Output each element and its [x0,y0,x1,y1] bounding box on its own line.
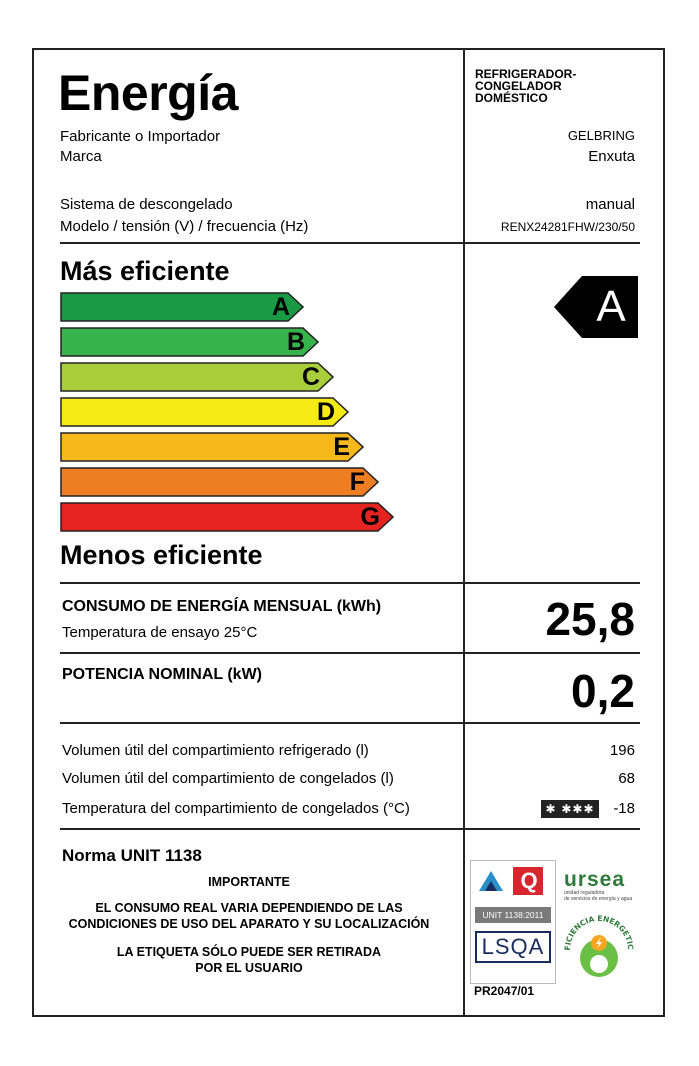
freezer-temperature-value: -18 [613,800,635,817]
column-divider [463,50,465,1017]
freezer-volume-label: Volumen útil del compartimiento de congelados (l) [62,770,394,787]
efficiency-bar-a [60,292,304,322]
manufacturer-value: GELBRING [567,128,635,143]
fridge-volume-label: Volumen útil del compartimiento refrigerado (l) [62,742,369,759]
lsqa-certification-logo [470,860,556,984]
efficiency-class-letter: E [333,433,350,461]
test-temperature-label: Temperatura de ensayo 25°C [62,624,258,641]
rating-indicator [554,276,638,338]
notice-line: POR EL USUARIO [195,961,303,975]
manufacturer-label: Fabricante o Importador [60,128,221,145]
efficiency-bar-d [60,397,349,427]
divider [60,582,640,584]
efficiency-bar-shape [60,467,379,497]
notice-line: LA ETIQUETA SÓLO PUEDE SER RETIRADA [116,945,382,959]
cert-org: LSQA [475,931,551,963]
product-type-line: DOMÉSTICO [475,91,548,105]
q-letter: Q [520,868,538,893]
efficiency-class-letter: D [316,398,335,426]
product-type-line: REFRIGERADOR- [475,67,577,81]
model-value: RENX24281FHW/230/50 [500,220,635,234]
divider [465,242,640,244]
efficiency-bar-shape [60,432,364,462]
notice-line: EL CONSUMO REAL VARIA DEPENDIENDO DE LAS [95,901,403,915]
label-title: Energía [58,65,238,121]
defrost-value: manual [585,196,635,213]
power-value: 0,2 [571,665,635,717]
efficiency-class-letter: G [360,503,380,531]
efficiency-class-letter: A [271,293,290,321]
ursea-subtitle-line: de servicios de energía y agua [564,896,633,902]
divider [60,722,640,724]
efficiency-bar-e [60,432,364,462]
freezer-temperature-label: Temperatura del compartimiento de congelados (°C) [62,800,410,817]
less-efficient-label: Menos eficiente [60,540,263,570]
seal-graphic [558,906,638,986]
efficiency-bar-shape [60,327,319,357]
cert-standard: UNIT 1138:2011 [475,907,551,923]
defrost-label: Sistema de descongelado [60,196,233,213]
efficiency-bar-c [60,362,334,392]
rating-letter: A [596,282,626,331]
consumption-label: CONSUMO DE ENERGÍA MENSUAL (kWh) [62,598,382,615]
more-efficient-label: Más eficiente [60,256,230,286]
seal-text: FICIENCIA ENERGETIC [562,913,636,951]
efficiency-bar-g [60,502,394,532]
divider [60,652,640,654]
efficiency-class-letter: B [286,328,305,356]
norm-label: Norma UNIT 1138 [62,846,202,865]
divider [60,242,463,244]
efficiency-bar-shape [60,397,349,427]
divider [60,828,640,830]
efficiency-bar-b [60,327,319,357]
freezer-star-rating-icon: ✱ ✱✱✱ [541,800,599,818]
cert-code: PR2047/01 [474,984,535,998]
efficiency-bar-f [60,467,379,497]
freezer-volume-value: 68 [618,770,635,787]
ursea-subtitle-line: unidad reguladora [564,890,605,896]
important-heading: IMPORTANTE [208,875,290,889]
usage-notice [48,900,450,932]
product-type [475,68,576,104]
brand-label: Marca [60,148,102,165]
model-label: Modelo / tensión (V) / frecuencia (Hz) [60,218,309,235]
efficiency-bar-shape [60,362,334,392]
fridge-volume-value: 196 [609,742,635,759]
energy-label [32,48,665,1017]
power-label: POTENCIA NOMINAL (kW) [62,666,262,683]
product-type-line: CONGELADOR [475,79,562,93]
brand-value: Enxuta [588,148,635,165]
ursea-logo: ursea [564,868,626,891]
energy-efficiency-seal-icon [558,906,638,986]
efficiency-class-letter: C [301,363,320,391]
notice-line: CONDICIONES DE USO DEL APARATO Y SU LOCALIZACIÓN [68,917,430,931]
ursea-subtitle [564,890,632,902]
efficiency-bar-shape [60,502,394,532]
efficiency-bar-shape [60,292,304,322]
removal-notice [48,944,450,976]
consumption-value: 25,8 [545,593,635,645]
efficiency-class-letter: F [349,468,365,496]
